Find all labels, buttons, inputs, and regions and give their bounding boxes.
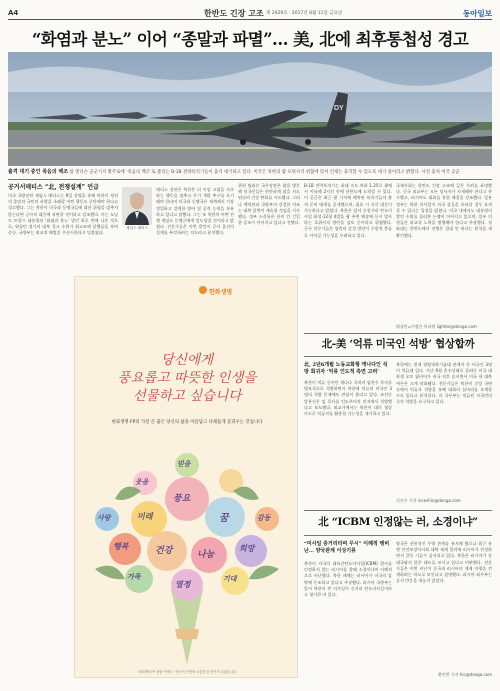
story3-column-a: 북한이 자국의 대륙간탄도미사일(ICBM) 발사를 인정하지 않는 러시아를 향해 소경이냐며 이례적으로 비난했다. 북한 매체는 러시아가 미국의 압박에 동조하고 있다고 주장했다. 러시아 국방부는 앞서 북한이 쏜 미사일이 중거리 탄도미사일이라고 평가한 바 있다.	[304, 561, 392, 598]
photo-caption	[8, 168, 492, 177]
ad-headline	[91, 351, 283, 405]
ad-headline-line: 선물하고 싶습니다	[132, 388, 242, 404]
divider	[304, 510, 492, 511]
story1-subhead: 공거서매티스 “北, 전쟁설계” 언급	[8, 184, 99, 191]
story2-column-a: 북한이 억류 중이던 캐나다 국적의 임현수 목사를 병보석으로 석방하면서 북한에 억류된 미국인 3명의 석방 문제에도 관심이 쏠리고 있다. 조선중앙통신은 임 목사를 인도주의적 견지에서 석방했다고 보도했다. 외교가에서는 북한이 대미 협상 카드로 억류자를 활용할 가능성을 제기하고 있다.	[304, 380, 392, 417]
bouquet-word: 건강	[155, 546, 173, 556]
bouquet-word: 희망	[239, 543, 255, 553]
bouquet-word: 나눔	[197, 550, 215, 560]
bouquet-word: 꿈	[219, 513, 229, 524]
bouquet-word: 풍요	[173, 494, 191, 504]
bouquet-word: 기대	[223, 574, 237, 583]
story1-column-e: 국제사회는 한반도 긴장 고조에 깊은 우려를 표명했다. 중국 외교부는 모든 당사자가 자제해야 한다고 촉구했고, 러시아도 대화를 통한 해결을 강조했다. 일본 정부는 북한 미사일이 자국 상공을 통과할 경우 요격할 수 있다는 입장을 밝혔다. 미국 내에서도 대통령의 발언 수위를 둘러싼 논쟁이 이어지고 있으며, 일부 의원들은 외교적 노력을 병행해야 한다고 주장했다. 청와대는 한반도에서 전쟁은 절대 안 된다는 원칙을 재확인했다.	[396, 183, 492, 238]
divider	[8, 179, 492, 180]
newspaper-name: 동아일보	[463, 9, 492, 18]
story3-column-b: 양국은 전통적인 우방 관계를 유지해 왔으나 최근 유엔 안전보장이사회 대북 제재 결의에 러시아가 찬성하면서 갈등 기류가 감지되고 있다. 북한은 러시아가 강대국답지 않은 태도를 보이고 있다고 비판했다. 전문가들은 이번 비난이 중국과 러시아의 제재 이행을 견제하려는 의도로 보인다고 설명했다. 러시아 외무부는 공식 반응을 내놓지 않았다.	[396, 541, 492, 584]
bomber-photo	[8, 52, 492, 166]
caption-text: 괌 앤더슨 공군기지 활주로에 ‘죽음의 백조’로 불리는 B-1B 전략폭격기들이 출격 대기하고 있다. 미국은 북한의 괌 포위사격 위협에 맞서 언제든 출격할 수 있도록 대기 중이라고 밝혔다. 사진 출처 미국 공군	[69, 170, 460, 175]
hanwha-life-ad	[74, 276, 298, 678]
bouquet-word: 가족	[127, 572, 141, 581]
ad-headline-line: 당신에게	[160, 352, 214, 368]
story2-byline: 신진우 기자 niceshin@donga.com	[396, 498, 461, 503]
issue-info: 제 2929호 · 2017년 8월 11일 금요일	[266, 11, 343, 16]
story3-byline: 황인찬 기자 hic@donga.com	[437, 672, 492, 677]
mattis-portrait	[122, 187, 152, 225]
divider	[304, 356, 492, 357]
bouquet-word: 미래	[137, 511, 153, 521]
bouquet-word: 감동	[257, 513, 271, 522]
flower-bouquet	[75, 439, 298, 667]
tail-code: DY	[334, 105, 344, 112]
bouquet-word: 행복	[113, 541, 129, 551]
story1-column-c: 한편 틸러슨 국무장관은 괌을 방문해 미국인들은 편안하게 잠을 자도 된다며 긴장 완화를 시도했다. 그러나 백악관과 국방부의 강경한 어조는 대북 압박이 계속될 것임을 시사했다. 정부 소식통은 한미 간 긴밀한 공조가 이어지고 있다고 전했다.	[238, 183, 300, 226]
bouquet-word: 웃음	[135, 477, 149, 486]
story1-column-a: 미국 국방장관 제임스 매티스는 9일 성명을 통해 북한이 정권의 종말과 국민의 파멸을 초래할 어떤 행동도 중단해야 한다고 경고했다. 그는 북한이 미국과 동맹국들에 대한 위협을 멈추지 않는다면 군사적 대응에 직면할 것이라고 강조했다. 이는 도널드 트럼프 대통령의 ‘화염과 분노’ 발언 하루 만에 나온 것으로, 워싱턴 정가의 대북 경고 수위가 최고조에 달했음을 보여준다. 국방부는 외교적 해법을 우선시한다고 덧붙였다.	[8, 193, 118, 236]
story2-column-b: 북한에는 현재 평양과학기술대 관계자 등 미국인 3명이 억류돼 있다. 지난 6월 혼수상태로 풀려난 미국 대학생 오토 웜비어가 귀국 직후 숨지면서 미국 내 대북 여론은 크게 악화됐다. 전문가들은 북한이 긴장 국면 속에서 억류자 석방을 통해 대화의 실마리를 모색할 수도 있다고 분석한다. 미 국무부는 억류된 자국민의 즉각 석방을 요구하고 있다.	[396, 362, 492, 405]
ad-brand: 한화생명	[209, 289, 233, 296]
bouquet-word: 믿음	[177, 459, 191, 468]
story2-headline: 北-美 ‘억류 미국인 석방’ 협상합까	[321, 338, 475, 350]
main-headline: “화염과 분노” 이어 “종말과 파멸”… 美, 北에 최후통첩성 경고	[31, 30, 469, 49]
ad-footnote: 한화생명 FP 응원 이벤트 · 당신의 인생에 소중한 한 송이가 되겠습니다	[137, 670, 237, 674]
page-number: A4	[8, 9, 19, 17]
story3-headline: 北 “ICBM 인정않는 러, 소경이냐”	[318, 516, 478, 528]
story1-byline: 워싱턴=이정은 특파원 lightee@donga.com	[396, 324, 477, 329]
ad-headline-line: 풍요롭고 따뜻한 인생을	[117, 370, 257, 386]
caption-title: 출격 대기 중인 죽음의 백조	[8, 169, 69, 175]
story1-column-d: B-1B 전략폭격기는 최대 속도 마하 1.25로 괌에서 이륙해 2시간 안에 한반도에 도착할 수 있다. 미 공군은 최근 괌 기지에 배치된 폭격기들의 출격 준비 태세를 공개했으며, 필요 시 즉각 대응이 가능하다고 밝혔다. 북한은 앞서 중장거리 탄도미사일 화성-12형 4발을 괌 주변 해상에 동시 발사하는 포위사격 방안을 검토 중이라고 위협했다. 군사 전문가들은 양측의 강경 발언이 우발적 충돌로 이어질 가능성을 우려하고 있다.	[304, 183, 392, 238]
story2-subhead: 北, 2년6개월 노동교화형 캐나다인 석방 회귀자 ‘억류 인도적 측면 고려’	[304, 362, 388, 375]
masthead	[8, 6, 492, 20]
story1-column-b	[122, 187, 234, 273]
story3-subhead: “미사일 중거리라며 무시” 이례적 맹비난… 양국관계 이상기류	[304, 541, 390, 554]
divider	[304, 535, 492, 536]
bouquet-word: 사랑	[97, 513, 111, 522]
story1-column-b-text: 매티스 장관은 북한은 더 이상 고립을 자초하는 행동을 멈추고 무기 개발 추구를 포기해야 한다며 미국과 동맹국은 세계에서 가장 정밀하고 강력한 방어 및 공격 능력을 보유하고 있다고 말했다. 그는 또 북한의 어떤 전쟁 게임도 동맹군에게 압도당할 것이라고 밝혔다. 전문가들은 이번 발언이 군사 옵션의 실재를 부각하려는 의도라고 분석했다.	[156, 187, 234, 236]
hanwha-logo-icon	[199, 286, 207, 294]
bouquet-word: 열정	[175, 579, 191, 589]
section-title: 한반도 긴장 고조	[204, 9, 264, 18]
divider	[304, 333, 492, 334]
ad-copy: 한화생명 FP의 가장 큰 꿈은 당신의 삶을 아름답고 다채롭게 꽃피우는 것입니다	[111, 420, 263, 425]
portrait-caption: 제임스 매티스	[126, 226, 148, 230]
